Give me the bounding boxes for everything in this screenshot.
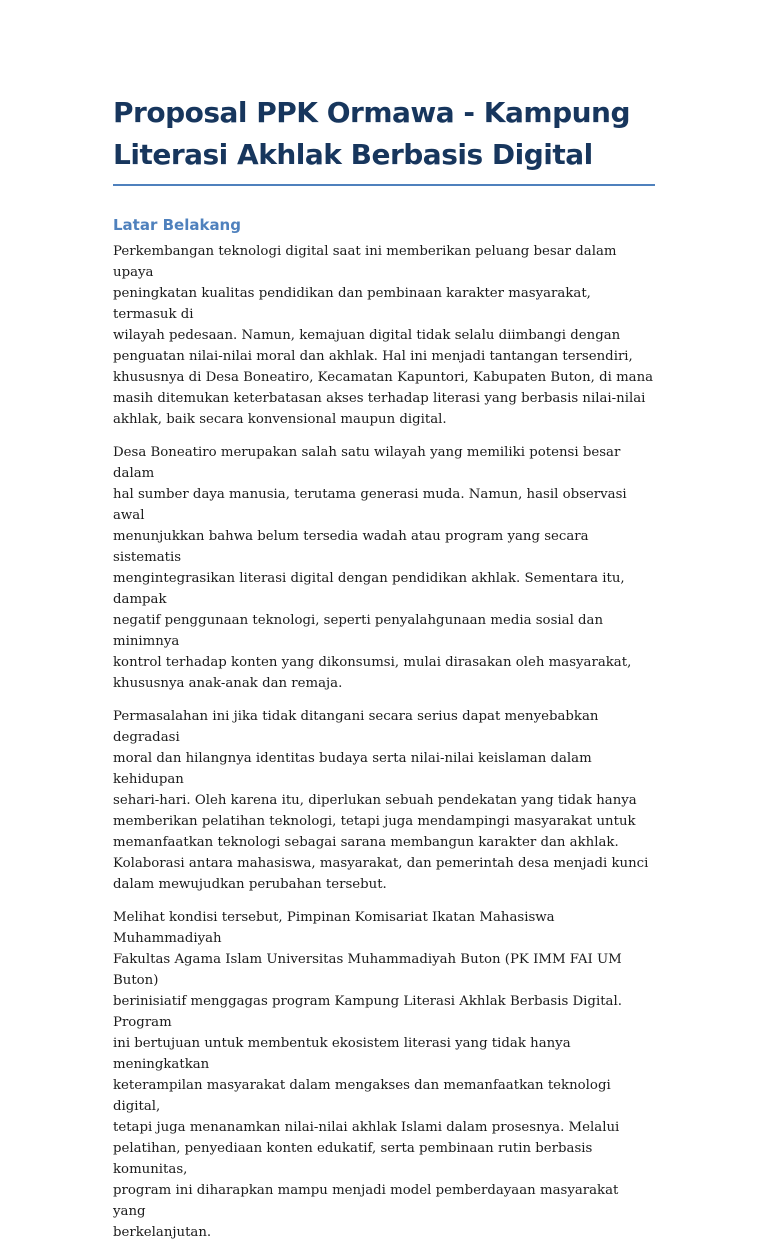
document-content [113, 92, 655, 1255]
title-underline-divider [113, 184, 655, 186]
body-paragraph-1: Perkembangan teknologi digital saat ini memberikan peluang besar dalam upaya peningkatan kualitas pendidikan dan pembinaan karakter masyarakat, termasuk di wilayah pedesaan. Namun, kemajuan digital tidak selalu diimbangi dengan penguatan nilai-nilai moral dan akhlak. Hal ini menjadi tantangan tersendiri, khususnya di Desa Boneatiro, Kecamatan Kapuntori, Kabupaten Buton, di mana masih ditemukan keterbatasan akses terhadap literasi yang berbasis nilai-nilai akhlak, baik secara konvensional maupun digital. [113, 244, 654, 427]
body-paragraph-3: Permasalahan ini jika tidak ditangani secara serius dapat menyebabkan degradasi moral dan hilangnya identitas budaya serta nilai-nilai keislaman dalam kehidupan sehari-hari. Oleh karena itu, diperlukan sebuah pendekatan yang tidak hanya memberikan pelatihan teknologi, tetapi juga mendampingi masyarakat untuk memanfaatkan teknologi sebagai sarana membangun karakter dan akhlak. Kolaborasi antara mahasiswa, masyarakat, dan pemerintah desa menjadi kunci dalam mewujudkan perubahan tersebut. [113, 709, 649, 892]
document-title: Proposal PPK Ormawa - Kampung Literasi Akhlak Berbasis Digital [113, 96, 631, 171]
body-paragraph-2: Desa Boneatiro merupakan salah satu wilayah yang memiliki potensi besar dalam hal sumber daya manusia, terutama generasi muda. Namun, hasil observasi awal menunjukkan bahwa belum tersedia wadah atau program yang secara sistematis mengintegrasikan literasi digital dengan pendidikan akhlak. Sementara itu, dampak negatif penggunaan teknologi, seperti penyalahgunaan media sosial dan minimnya kontrol terhadap konten yang dikonsumsi, mulai dirasakan oleh masyarakat, khususnya anak-anak dan remaja. [113, 445, 632, 691]
body-paragraph-4: Melihat kondisi tersebut, Pimpinan Komisariat Ikatan Mahasiswa Muhammadiyah Fakultas Agama Islam Universitas Muhammadiyah Buton (PK IMM FAI UM Buton) berinisiatif menggagas program Kampung Literasi Akhlak Berbasis Digital. Program ini bertujuan untuk membentuk ekosistem literasi yang tidak hanya meningkatkan keterampilan masyarakat dalam mengakses dan memanfaatkan teknologi digital, tetapi juga menanamkan nilai-nilai akhlak Islami dalam prosesnya. Melalui pelatihan, penyediaan konten edukatif, serta pembinaan rutin berbasis komunitas, program ini diharapkan mampu menjadi model pemberdayaan masyarakat yang berkelanjutan. [113, 910, 622, 1240]
section-heading: Latar Belakang [113, 216, 241, 234]
